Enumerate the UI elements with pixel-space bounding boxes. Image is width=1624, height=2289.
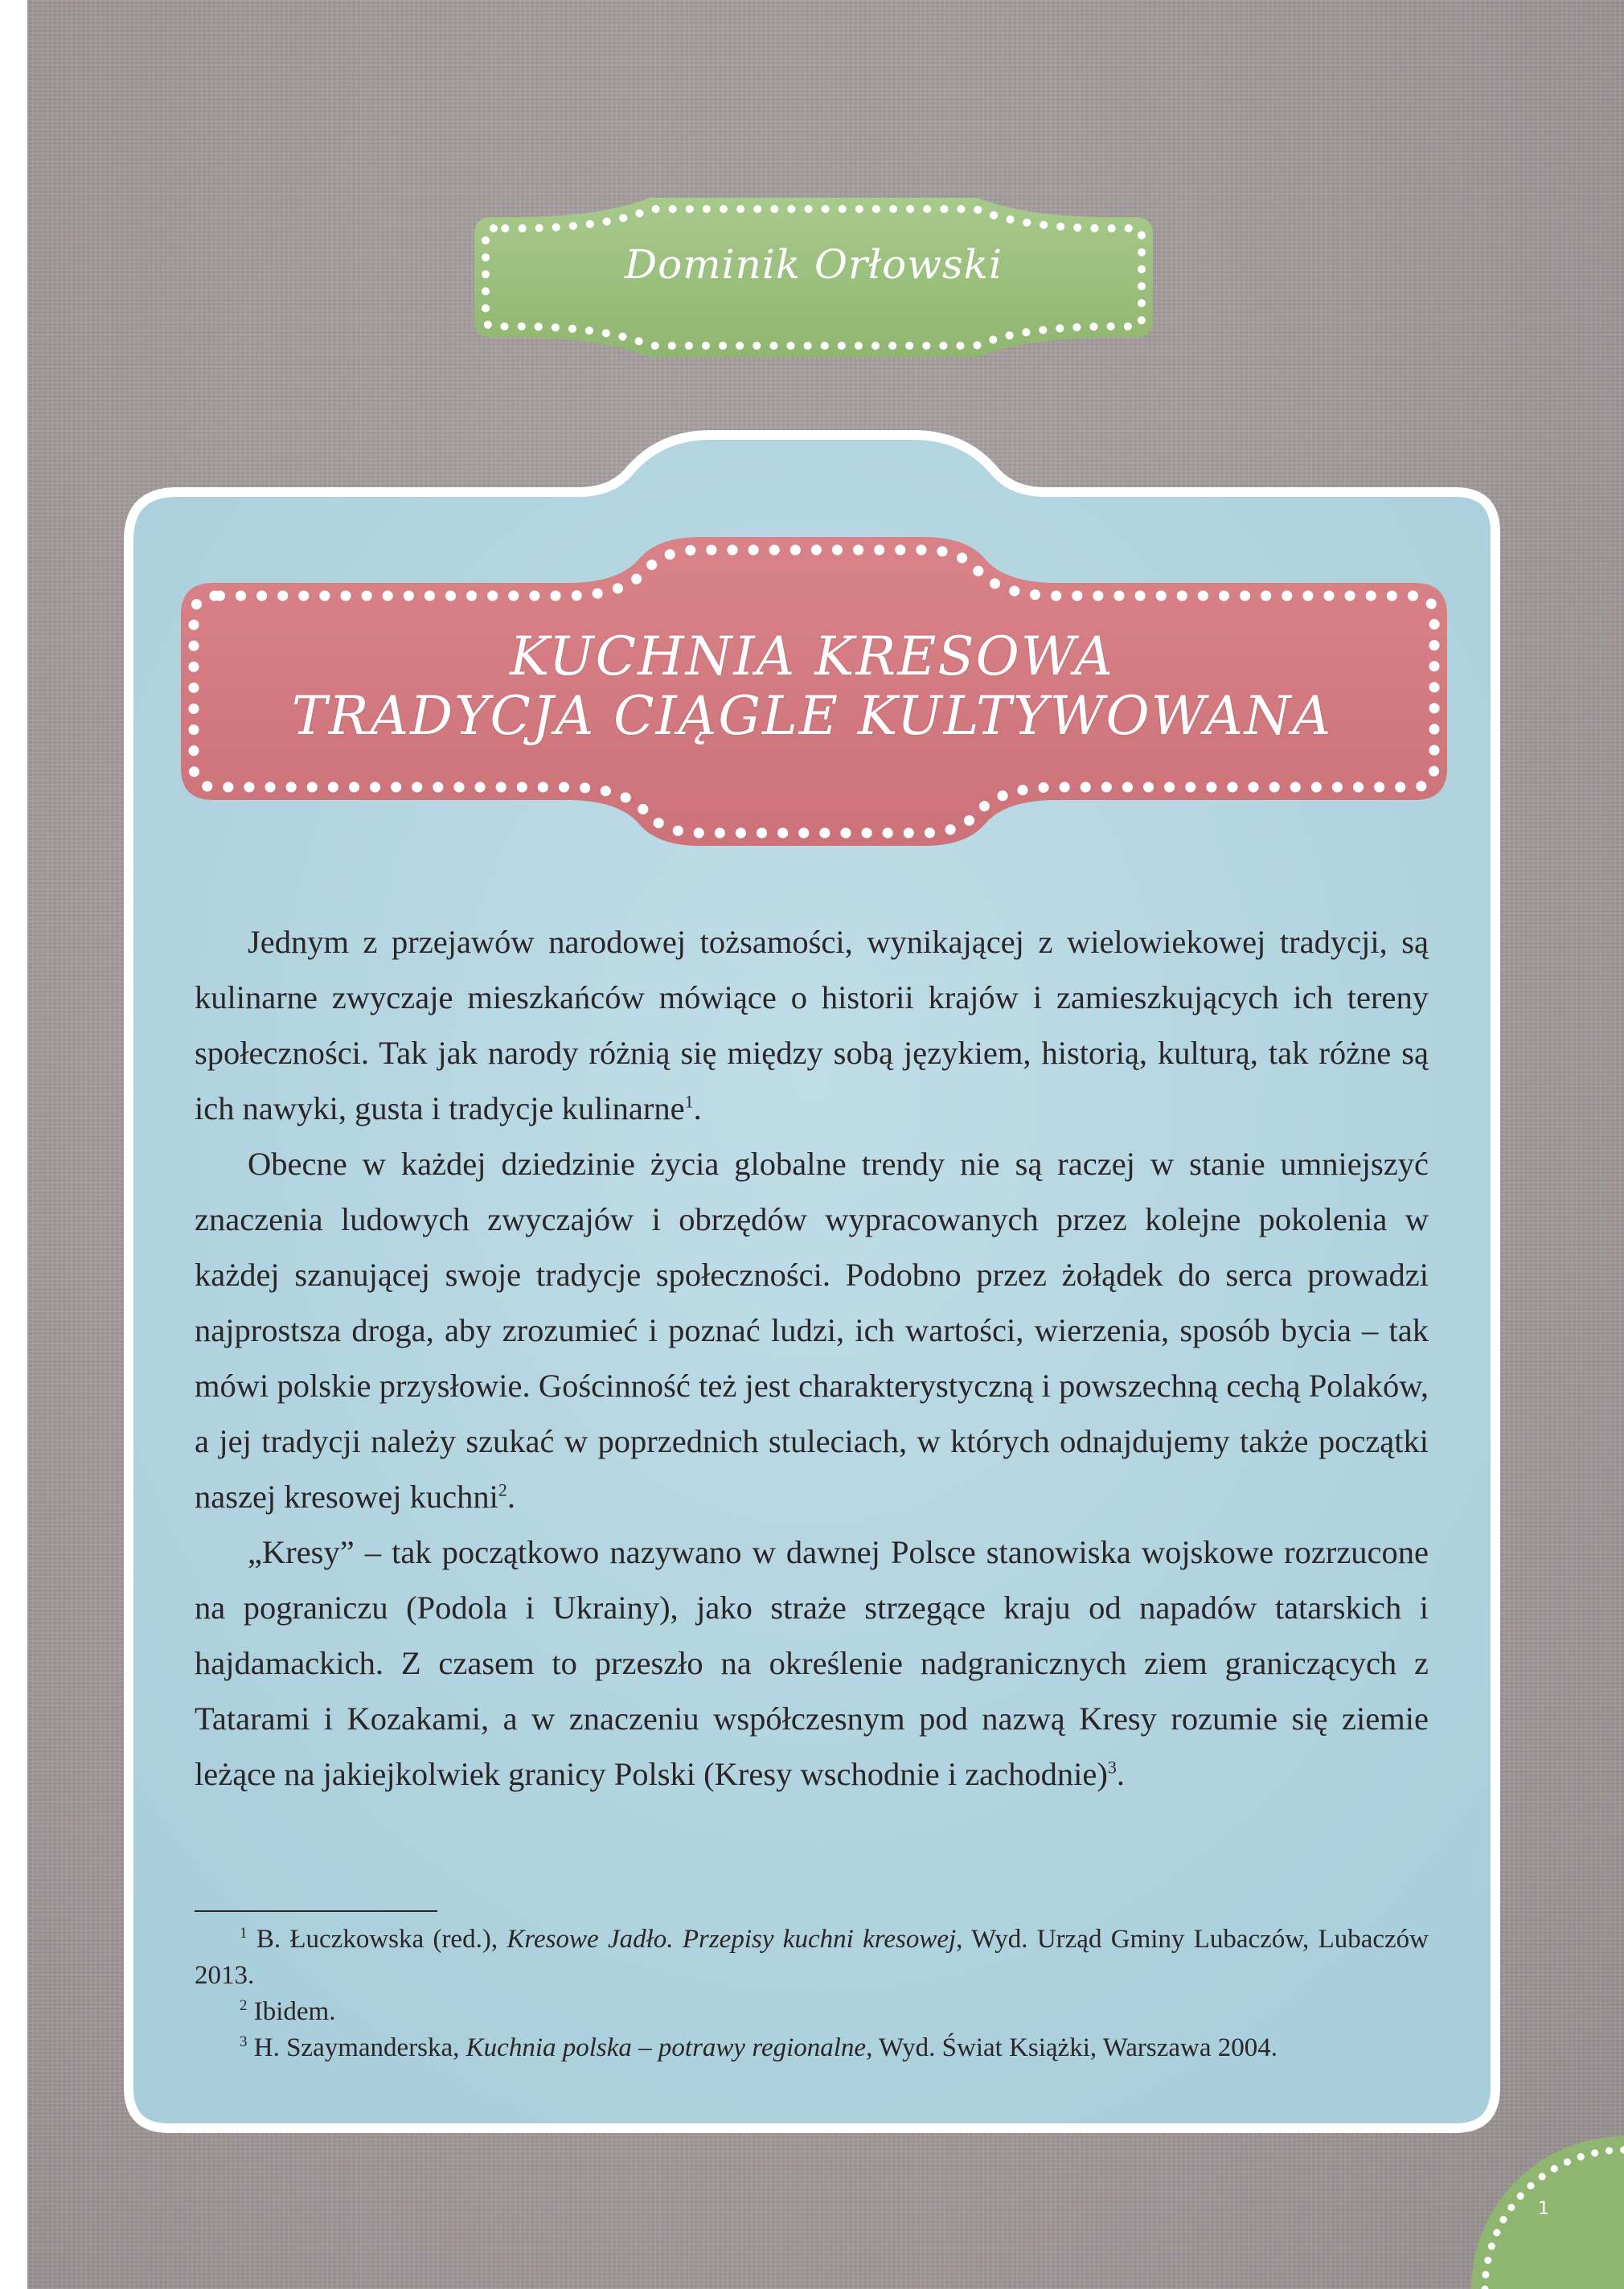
paragraph: „Kresy” – tak początkowo nazywano w dawnej Polsce stanowiska wojskowe rozrzucone na pograniczu (Podola i Ukrainy), jako straże strzegące kraju od napadów tatarskich i hajdamackich. Z czasem to przeszło na określenie nadgranicznych ziem graniczących z Tatarami i Kozakami, a w znaczeniu współczesnym pod nazwą Kresy rozumie się ziemie leżące na jakiejkolwiek granicy Polski (Kresy wschodnie i zachodnie)$^3$. (195, 1534, 1429, 1792)
footnote-separator (195, 1910, 437, 1912)
title-line-2: TRADYCJA CIĄGLE KULTYWOWANA (291, 685, 1333, 747)
page-number: 1 (1538, 2199, 1549, 2219)
article-body (195, 914, 1429, 1802)
paragraph: Jednym z przejawów narodowej tożsamości, wynikającej z wielowiekowej tradycji, są kulinarne zwyczaje mieszkańców mówiące o historii krajów i zamieszkujących ich tereny społeczności. Tak jak narody różnią się między sobą językiem, historią, kulturą, tak różne są ich nawyki, gusta i tradycje kulinarne$^1$. (195, 924, 1429, 1126)
paragraph: Obecne w każdej dziedzinie życia globalne trendy nie są raczej w stanie umniejszyć znaczenia ludowych zwyczajów i obrzędów wypracowanych przez kolejne pokolenia w każdej szanującej swoje tradycje społeczności. Podobno przez żołądek do serca prowadzi najprostsza droga, aby zrozumieć i poznać ludzi, ich wartości, wierzenia, sposób bycia – tak mówi polskie przysłowie. Gościnność też jest charakterystyczną i powszechną cechą Polaków, a jej tradycji należy szukać w poprzednich stuleciach, w których odnajdujemy także początki naszej kresowej kuchni$^2$. (195, 1146, 1429, 1515)
footnote: $^2$ Ibidem. (240, 1997, 336, 2026)
footnote-ref: 1 (684, 1091, 694, 1112)
author-name: Dominik Orłowski (625, 241, 1003, 288)
article-title (185, 627, 1439, 746)
footnote-ref: 3 (1107, 1757, 1117, 1778)
footnote-ref: 2 (498, 1479, 507, 1500)
footnote: $^1$ B. Łuczkowska (red.), Kresowe Jadło. Przepisy kuchni kresowej, Wyd. Urząd Gminy Lubaczów, Lubaczów 2013. (195, 1925, 1429, 1990)
footnotes (195, 1922, 1429, 2066)
footnote: $^3$ H. Szaymanderska, Kuchnia polska – potrawy regionalne, Wyd. Świat Książki, Warszawa 2004. (240, 2033, 1278, 2062)
title-line-1: KUCHNIA KRESOWA (510, 626, 1114, 687)
